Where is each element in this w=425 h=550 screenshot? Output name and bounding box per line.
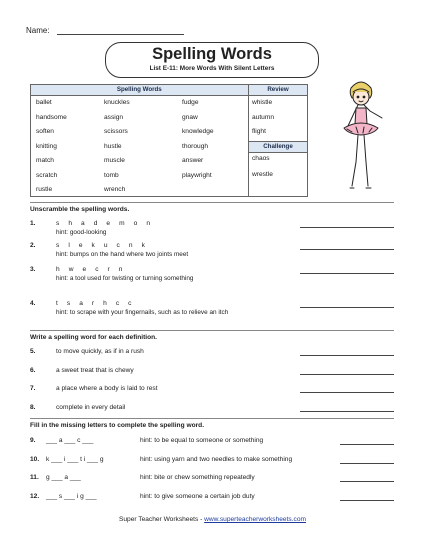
scrambled-letters: h w e c r n xyxy=(56,266,127,273)
letter-pattern: k ___ i ___ t i ___ g xyxy=(46,455,104,463)
spelling-word: scratch xyxy=(36,171,58,179)
question-number: 9. xyxy=(30,437,36,444)
scrambled-letters: t s a r h c c xyxy=(56,300,136,307)
scrambled-letters: s l e k u c n k xyxy=(56,242,149,249)
spelling-word: thorough xyxy=(182,142,209,150)
answer-line[interactable] xyxy=(300,374,394,375)
answer-line[interactable] xyxy=(300,227,394,228)
question-number: 12. xyxy=(30,492,40,500)
letter-pattern: ___ s ___ i g ___ xyxy=(46,492,97,500)
spelling-word: muscle xyxy=(104,157,125,164)
letter-pattern: ___ a ___ c ___ xyxy=(46,437,94,444)
answer-line[interactable] xyxy=(340,444,394,445)
spelling-word: rustle xyxy=(36,186,53,193)
challenge-word: wrestle xyxy=(252,171,273,178)
page-title: Spelling Words xyxy=(152,45,272,63)
footer xyxy=(0,516,425,523)
spelling-word: soften xyxy=(36,128,54,135)
answer-line[interactable] xyxy=(300,355,394,356)
question-number: 11. xyxy=(30,474,39,482)
name-label: Name: xyxy=(26,26,50,35)
review-word: whistle xyxy=(252,99,273,106)
ballerina-illustration xyxy=(330,78,392,198)
question-number: 4. xyxy=(30,300,36,307)
spelling-word: ballet xyxy=(36,99,52,106)
hint-text: hint: bite or chew something repeatedly xyxy=(140,474,255,482)
name-line[interactable] xyxy=(57,34,184,35)
hint-text: hint: a tool used for twisting or turning something xyxy=(56,275,194,282)
section-rule xyxy=(30,330,394,331)
answer-line[interactable] xyxy=(340,481,394,482)
letter-pattern: g ___ a ___ xyxy=(46,474,81,482)
hint-text: hint: to scrape with your fingernails, such as to relieve an itch xyxy=(56,309,229,316)
spelling-words-header: Spelling Words xyxy=(31,85,248,96)
section-rule xyxy=(30,418,394,419)
spelling-word: answer xyxy=(182,157,204,164)
definition-instructions: Write a spelling word for each definition. xyxy=(30,334,158,341)
spelling-word: handsome xyxy=(36,113,67,121)
footer-link[interactable]: www.superteacherworksheets.com xyxy=(204,516,307,523)
section-rule xyxy=(30,202,394,203)
challenge-header: Challenge xyxy=(249,141,307,153)
definition-text: to move quickly, as if in a rush xyxy=(56,348,144,355)
hint-text: hint: to be equal to someone or something xyxy=(140,437,264,444)
hint-text: hint: good-looking xyxy=(56,229,107,236)
footer-prefix: Super Teacher Worksheets - xyxy=(118,516,205,523)
review-word: autumn xyxy=(252,113,274,121)
unscramble-instructions: Unscramble the spelling words. xyxy=(30,206,130,213)
question-number: 8. xyxy=(30,403,36,411)
definition-text: a place where a body is laid to rest xyxy=(56,385,158,393)
definition-text: a sweet treat that is chewy xyxy=(56,366,134,374)
question-number: 10. xyxy=(30,455,40,463)
answer-line[interactable] xyxy=(300,249,394,250)
spelling-word: hustle xyxy=(104,142,122,150)
question-number: 1. xyxy=(30,220,36,227)
spelling-word: scissors xyxy=(104,128,128,135)
answer-line[interactable] xyxy=(300,411,394,412)
question-number: 7. xyxy=(30,385,36,393)
question-number: 5. xyxy=(30,348,36,355)
missing-letters-instructions: Fill in the missing letters to complete the spelling word. xyxy=(30,422,205,429)
definition-text: complete in every detail xyxy=(56,403,126,411)
answer-line[interactable] xyxy=(340,500,394,501)
table-divider xyxy=(248,84,249,197)
hint-text: hint: using yarn and two needles to make something xyxy=(140,455,293,463)
spelling-word: gnaw xyxy=(182,113,198,121)
question-number: 3. xyxy=(30,266,36,273)
question-number: 6. xyxy=(30,366,36,374)
spelling-word: playwright xyxy=(182,171,212,179)
review-word: flight xyxy=(252,128,266,135)
answer-line[interactable] xyxy=(340,463,394,464)
review-header: Review xyxy=(249,85,307,96)
spelling-word: fudge xyxy=(182,99,199,106)
answer-line[interactable] xyxy=(300,307,394,308)
spelling-word: match xyxy=(36,157,54,164)
hint-text: hint: bumps on the hand where two joints meet xyxy=(56,251,189,258)
spelling-word: knitting xyxy=(36,142,57,150)
spelling-word: knuckles xyxy=(104,99,130,106)
list-subtitle: List E-11: More Words With Silent Letters xyxy=(149,65,275,72)
answer-line[interactable] xyxy=(300,273,394,274)
hint-text: hint: to give someone a certain job duty xyxy=(140,492,255,500)
scrambled-letters: s h a d e m o n xyxy=(56,220,154,227)
spelling-word: assign xyxy=(104,113,124,121)
spelling-word: tomb xyxy=(104,171,119,179)
question-number: 2. xyxy=(30,242,36,249)
spelling-word: wrench xyxy=(104,186,126,193)
spelling-word: knowledge xyxy=(182,128,214,135)
answer-line[interactable] xyxy=(300,392,394,393)
challenge-word: chaos xyxy=(252,155,270,162)
